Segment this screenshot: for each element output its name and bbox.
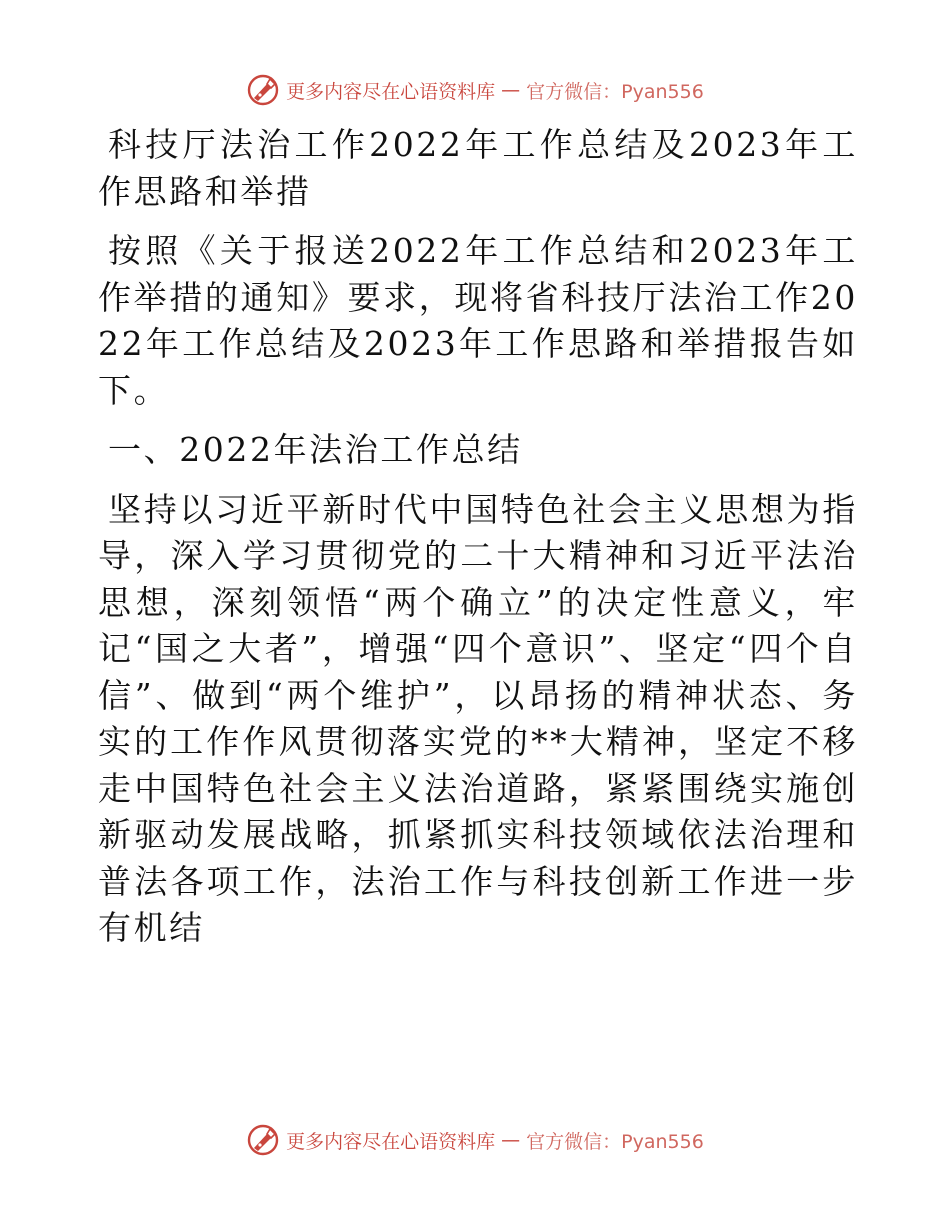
intro-paragraph: 按照《关于报送2022年工作总结和2023年工作举措的通知》要求，现将省科技厅法治工作2022年工作总结及2023年工作思路和举措报告如下。 <box>98 231 858 410</box>
watermark-text: 更多内容尽在心语资料库 <box>286 80 496 103</box>
section-heading: 一、2022年法治工作总结 <box>108 430 523 469</box>
pen-nib-circle-logo <box>246 1123 280 1157</box>
watermark-text: 更多内容尽在心语资料库 <box>286 1130 496 1153</box>
watermark-footer <box>0 1122 950 1158</box>
watermark-contact: 官方微信：Pyan556 <box>526 1130 704 1153</box>
watermark-separator: — <box>501 1129 521 1151</box>
pen-nib-circle-logo <box>246 73 280 107</box>
watermark-header <box>0 72 950 108</box>
document-title: 科技厅法治工作2022年工作总结及2023年工作思路和举措 <box>98 125 858 211</box>
document-body <box>98 122 858 952</box>
watermark-contact: 官方微信：Pyan556 <box>526 80 704 103</box>
body-paragraph: 坚持以习近平新时代中国特色社会主义思想为指导，深入学习贯彻党的二十大精神和习近平法治思想，深刻领悟“两个确立”的决定性意义，牢记“国之大者”，增强“四个意识”、坚定“四个自信”、做到“两个维护”，以昂扬的精神状态、务实的工作作风贯彻落实党的**大精神，坚定不移走中国特色社会主义法治道路，紧紧围绕实施创新驱动发展战略，抓紧抓实科技领域依法治理和普法各项工作，法治工作与科技创新工作进一步有机结 <box>98 489 858 947</box>
watermark-separator: — <box>501 79 521 101</box>
